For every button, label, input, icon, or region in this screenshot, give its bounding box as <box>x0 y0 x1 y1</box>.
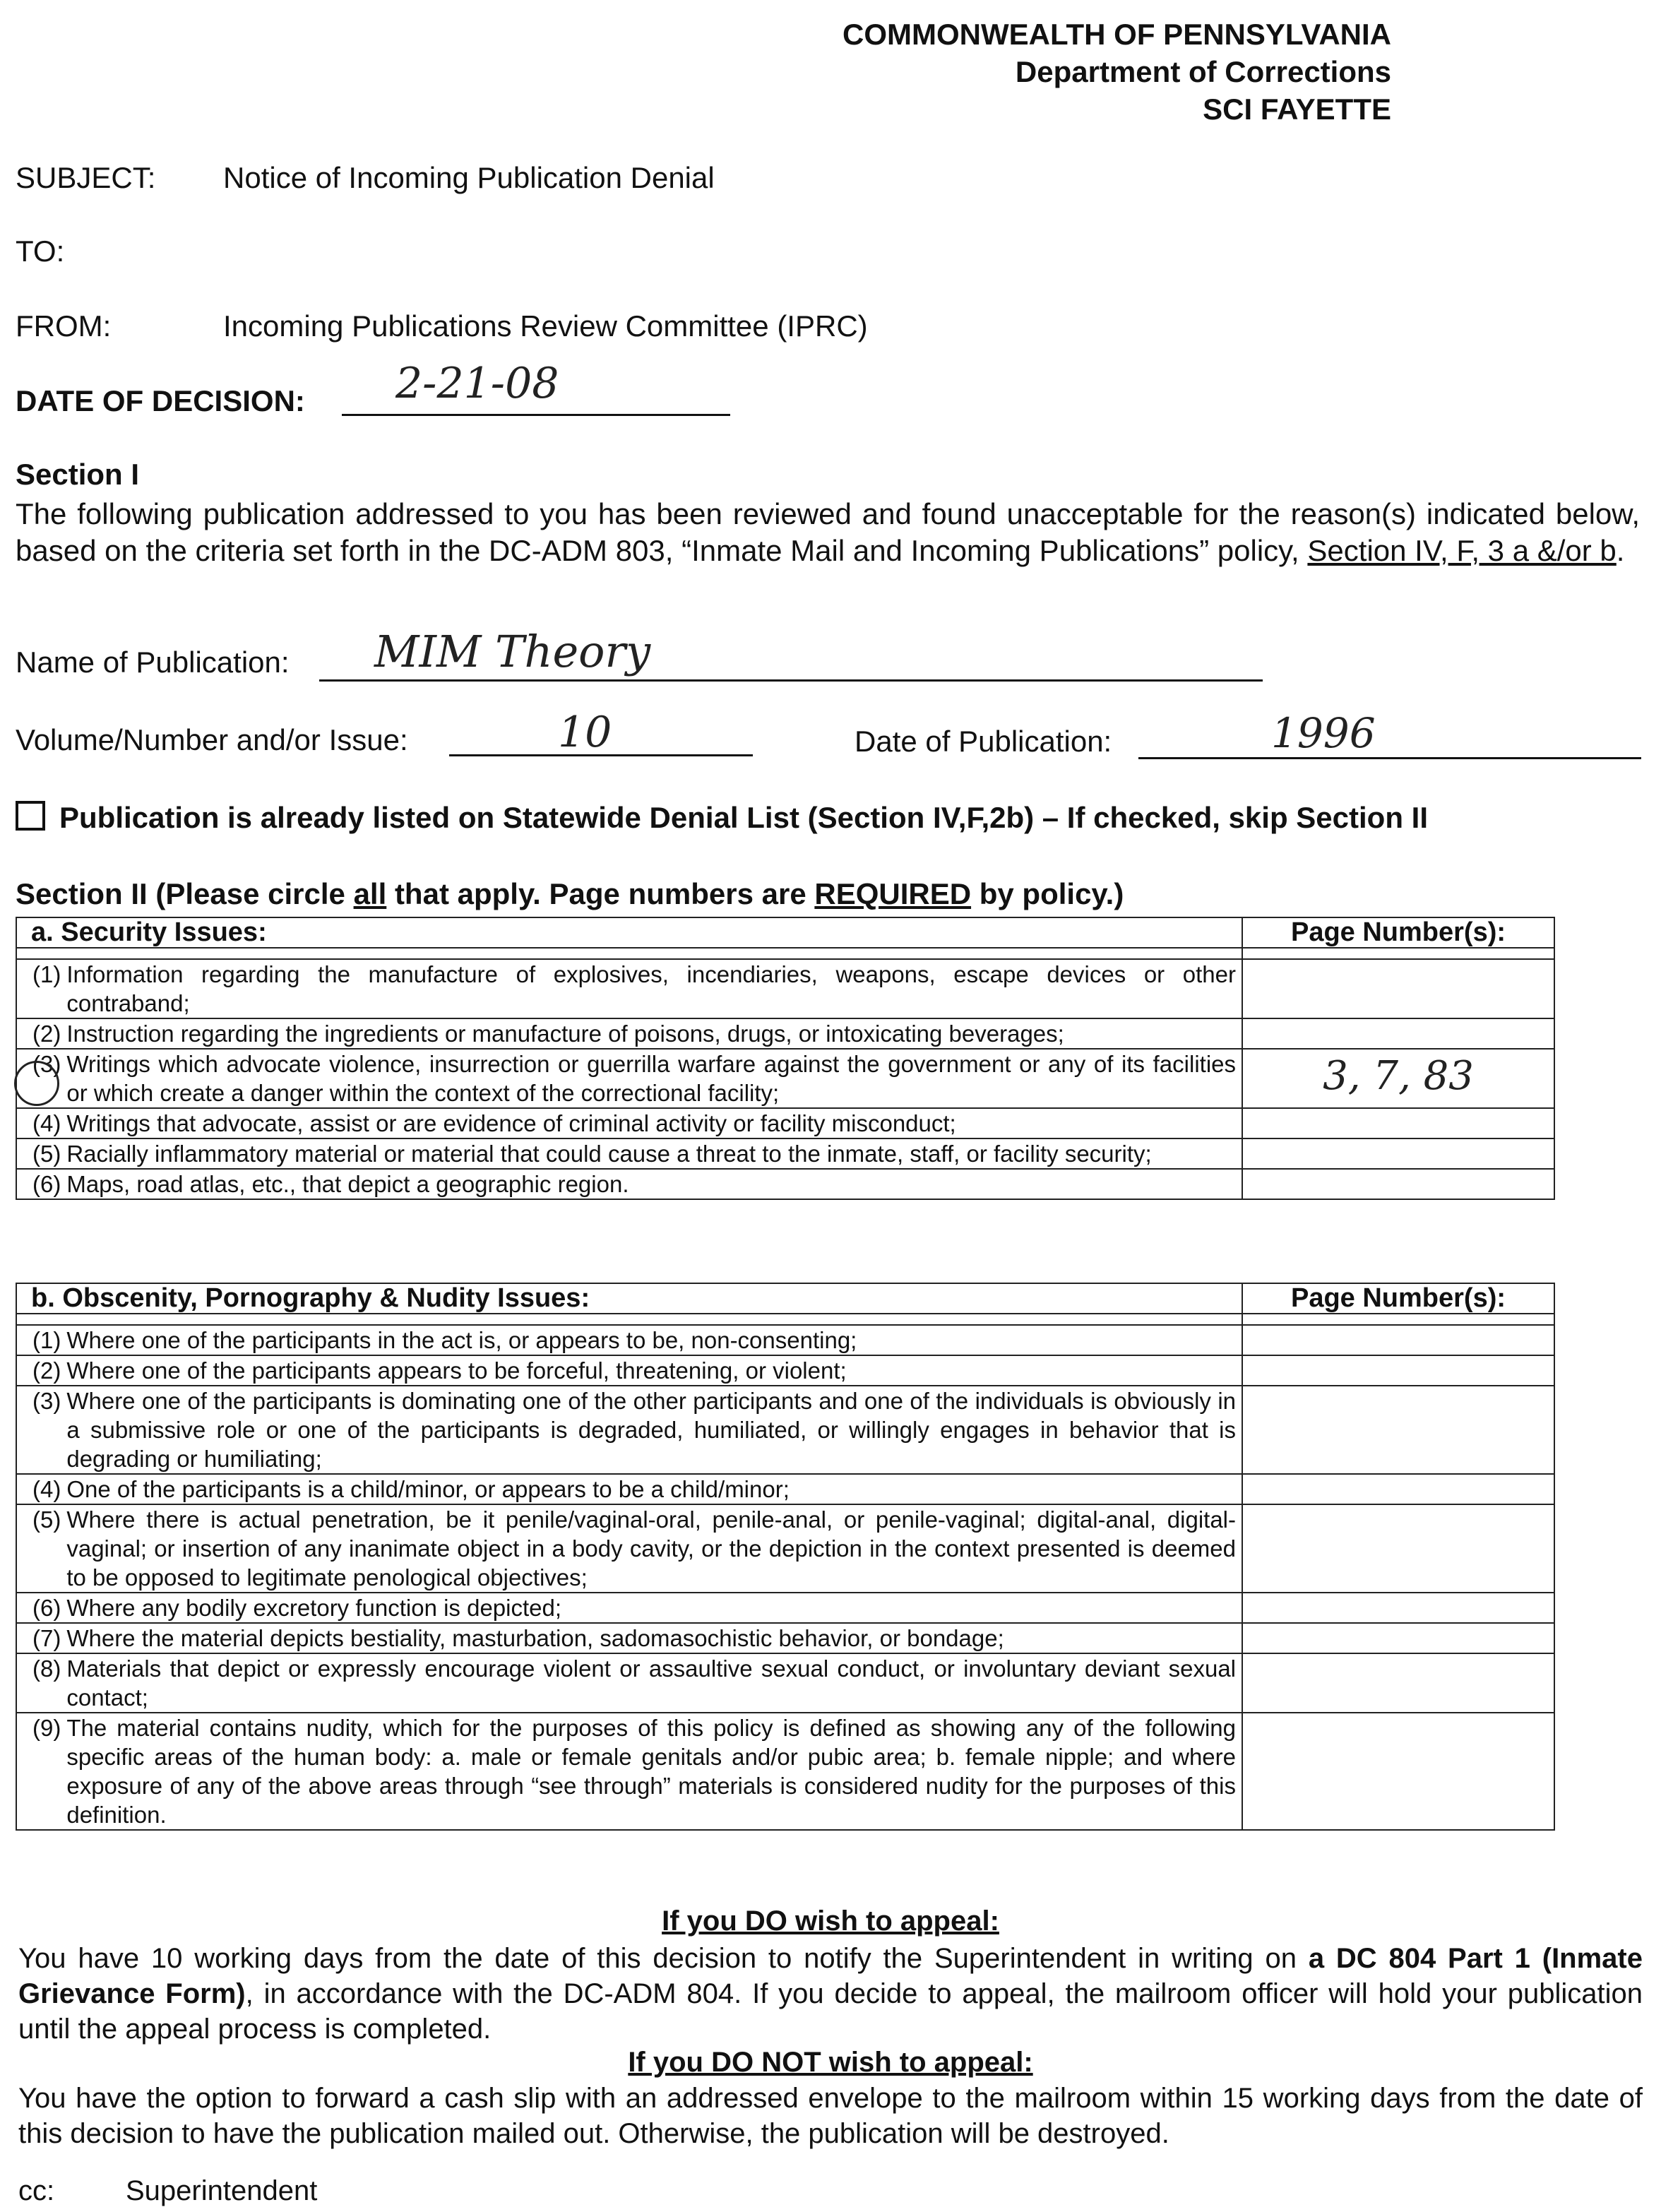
obscenity-item-1-num: (1) <box>32 1327 61 1353</box>
obscenity-item-9-text: The material contains nudity, which for the purposes of this policy is defined as showing any of the following specific areas of the human body: a. male or female genitals and/or pubic area; b. female nipple; and where exposure of any of the above areas through “see through” materials is considered nudity for the purposes of this definition. <box>66 1715 1236 1828</box>
obscenity-item-6-pages[interactable] <box>1242 1593 1554 1623</box>
from-label: FROM: <box>16 309 112 343</box>
security-item-row <box>16 959 1554 1018</box>
security-item-row <box>16 1018 1554 1049</box>
obscenity-item-3-pages[interactable] <box>1242 1386 1554 1474</box>
letterhead-line-3: SCI FAYETTE <box>1203 93 1391 126</box>
security-item-row <box>16 1049 1554 1108</box>
obscenity-item-7-num: (7) <box>32 1625 61 1651</box>
security-item-5-pages[interactable] <box>1242 1138 1554 1169</box>
statewide-denial-label: Publication is already listed on Statewide Denial List (Section IV,F,2b) – If checked, skip Section II <box>59 801 1428 834</box>
section-2-title-c: by policy.) <box>971 877 1124 910</box>
section-2-title-b: that apply. Page numbers are <box>386 877 815 910</box>
section-1-text-end: . <box>1616 534 1625 567</box>
from-value: Incoming Publications Review Committee (IPRC) <box>223 309 868 343</box>
subject-label: SUBJECT: <box>16 161 156 194</box>
security-item-row <box>16 1138 1554 1169</box>
obscenity-item-9-num: (9) <box>32 1715 61 1741</box>
security-item-2-pages[interactable] <box>1242 1018 1554 1049</box>
publication-date-label: Date of Publication: <box>855 725 1112 758</box>
security-item-2-text: Instruction regarding the ingredients or manufacture of poisons, drugs, or intoxicating beverages; <box>66 1021 1064 1047</box>
obscenity-item-4-text: One of the participants is a child/minor, or appears to be a child/minor; <box>66 1476 790 1502</box>
to-label: TO: <box>16 234 65 268</box>
obscenity-page-numbers-header: Page Number(s): <box>1242 1283 1554 1314</box>
obscenity-issues-header: b. Obscenity, Pornography & Nudity Issues: <box>16 1283 1242 1314</box>
section-1-policy-ref: Section IV, F, 3 a &/or b <box>1307 534 1617 567</box>
obscenity-item-row <box>16 1593 1554 1623</box>
appeal-do-text <box>18 1941 1643 2047</box>
publication-name-value: MIM Theory <box>374 626 651 677</box>
obscenity-item-2-text: Where one of the participants appears to be forceful, threatening, or violent; <box>66 1357 847 1384</box>
obscenity-item-row <box>16 1713 1554 1830</box>
obscenity-item-6-num: (6) <box>32 1595 61 1621</box>
obscenity-item-4-num: (4) <box>32 1476 61 1502</box>
security-item-6-pages[interactable] <box>1242 1169 1554 1199</box>
obscenity-item-row <box>16 1623 1554 1653</box>
security-item-3-pages-value: 3, 7, 83 <box>1323 1053 1474 1099</box>
obscenity-item-row <box>16 1355 1554 1386</box>
security-item-1-text: Information regarding the manufacture of explosives, incendiaries, weapons, escape devices or other contraband; <box>66 961 1236 1016</box>
subject-value: Notice of Incoming Publication Denial <box>223 161 715 194</box>
volume-value: 10 <box>558 708 612 757</box>
obscenity-item-5-pages[interactable] <box>1242 1504 1554 1593</box>
obscenity-item-8-num: (8) <box>32 1655 61 1682</box>
obscenity-item-6-text: Where any bodily excretory function is depicted; <box>66 1595 562 1621</box>
obscenity-item-3-text: Where one of the participants is dominating one of the other participants and one of the individuals is obviously in a submissive role or one of the participants is degraded, humiliated, or willingly engages in behavior that is degrading or humiliating; <box>66 1388 1236 1472</box>
publication-name-label: Name of Publication: <box>16 646 290 679</box>
obscenity-item-1-pages[interactable] <box>1242 1325 1554 1355</box>
obscenity-item-7-text: Where the material depicts bestiality, masturbation, sadomasochistic behavior, or bondage; <box>66 1625 1004 1651</box>
date-of-decision-value: 2-21-08 <box>395 359 559 408</box>
security-item-4-text: Writings that advocate, assist or are evidence of criminal activity or facility misconduct; <box>66 1110 956 1136</box>
publication-date-value: 1996 <box>1271 709 1376 757</box>
security-item-row <box>16 1108 1554 1138</box>
obscenity-item-7-pages[interactable] <box>1242 1623 1554 1653</box>
letterhead-line-2: Department of Corrections <box>1015 55 1391 88</box>
security-item-row <box>16 1169 1554 1199</box>
obscenity-item-row <box>16 1504 1554 1593</box>
publication-date-line <box>1138 757 1641 759</box>
obscenity-item-9-pages[interactable] <box>1242 1713 1554 1830</box>
statewide-denial-row <box>16 801 1428 835</box>
obscenity-item-3-num: (3) <box>32 1388 61 1414</box>
appeal-do-title: If you DO wish to appeal: <box>662 1905 999 1937</box>
security-item-3-pages[interactable] <box>1242 1049 1554 1108</box>
obscenity-item-2-pages[interactable] <box>1242 1355 1554 1386</box>
security-item-4-num: (4) <box>32 1110 61 1136</box>
circled-mark-item-3 <box>14 1061 59 1106</box>
obscenity-issues-table <box>16 1283 1555 1831</box>
obscenity-item-row <box>16 1474 1554 1504</box>
security-issues-header: a. Security Issues: <box>16 917 1242 948</box>
security-item-4-pages[interactable] <box>1242 1108 1554 1138</box>
cc-value: Superintendent <box>126 2175 318 2206</box>
security-item-1-pages[interactable] <box>1242 959 1554 1018</box>
section-2-title <box>16 877 1124 911</box>
obscenity-item-5-num: (5) <box>32 1506 61 1533</box>
obscenity-item-row <box>16 1325 1554 1355</box>
security-page-numbers-header: Page Number(s): <box>1242 917 1554 948</box>
letterhead <box>843 16 1391 128</box>
obscenity-item-5-text: Where there is actual penetration, be it penile/vaginal-oral, penile-anal, or penile-vaginal; digital-anal, digital-vaginal; or insertion of any inanimate object in a body cavity, or the depiction in the context presented is deemed to be opposed to legitimate penological objectives; <box>66 1506 1236 1590</box>
security-issues-table <box>16 917 1555 1200</box>
security-item-6-num: (6) <box>32 1171 61 1197</box>
publication-name-line <box>319 679 1263 682</box>
security-item-3-text: Writings which advocate violence, insurrection or guerrilla warfare against the government or any of its facilities or which create a danger within the context of the correctional facility; <box>66 1051 1236 1106</box>
obscenity-item-8-pages[interactable] <box>1242 1653 1554 1713</box>
obscenity-item-row <box>16 1653 1554 1713</box>
security-item-1-num: (1) <box>32 961 61 987</box>
security-item-5-text: Racially inflammatory material or material that could cause a threat to the inmate, staff, or facility security; <box>66 1141 1152 1167</box>
obscenity-item-8-text: Materials that depict or expressly encourage violent or assaultive sexual conduct, or involuntary deviant sexual contact; <box>66 1655 1236 1711</box>
letterhead-line-1: COMMONWEALTH OF PENNSYLVANIA <box>843 18 1391 51</box>
date-of-decision-label: DATE OF DECISION: <box>16 384 305 417</box>
section-2-title-all: all <box>353 877 387 910</box>
appeal-do-text-form: a DC 804 Part 1 (Inmate Grievance Form) <box>18 1943 1643 2009</box>
security-item-6-text: Maps, road atlas, etc., that depict a geographic region. <box>66 1171 629 1197</box>
security-item-5-num: (5) <box>32 1141 61 1167</box>
obscenity-item-1-text: Where one of the participants in the act is, or appears to be, non-consenting; <box>66 1327 857 1353</box>
appeal-do-text-b: , in accordance with the DC-ADM 804. If you decide to appeal, the mailroom officer will hold your publication until the appeal process is completed. <box>18 1978 1643 2045</box>
section-1-text-body: The following publication addressed to you has been reviewed and found unacceptable for the reason(s) indicated below, based on the criteria set forth in the DC-ADM 803, “Inmate Mail and Incoming Publications” policy, <box>16 497 1640 567</box>
security-item-3-num: (3) <box>32 1051 61 1077</box>
obscenity-item-2-num: (2) <box>32 1357 61 1384</box>
statewide-denial-checkbox[interactable] <box>16 801 45 831</box>
appeal-do-text-a: You have 10 working days from the date of this decision to notify the Superintendent in writing on <box>18 1943 1309 1974</box>
section-1-title: Section I <box>16 458 140 491</box>
section-2-title-a: Section II (Please circle <box>16 877 354 910</box>
obscenity-item-row <box>16 1386 1554 1474</box>
section-1-text <box>16 496 1640 569</box>
section-2-title-required: REQUIRED <box>814 877 972 910</box>
appeal-dont-title: If you DO NOT wish to appeal: <box>628 2047 1033 2078</box>
obscenity-item-4-pages[interactable] <box>1242 1474 1554 1504</box>
volume-label: Volume/Number and/or Issue: <box>16 723 408 756</box>
security-item-2-num: (2) <box>32 1021 61 1047</box>
cc-label: cc: <box>18 2175 55 2206</box>
appeal-dont-text: You have the option to forward a cash slip with an addressed envelope to the mailroom within 15 working days from the date of this decision to have the publication mailed out. Otherwise, the publication will be destroyed. <box>18 2083 1643 2149</box>
date-of-decision-line <box>342 414 730 416</box>
